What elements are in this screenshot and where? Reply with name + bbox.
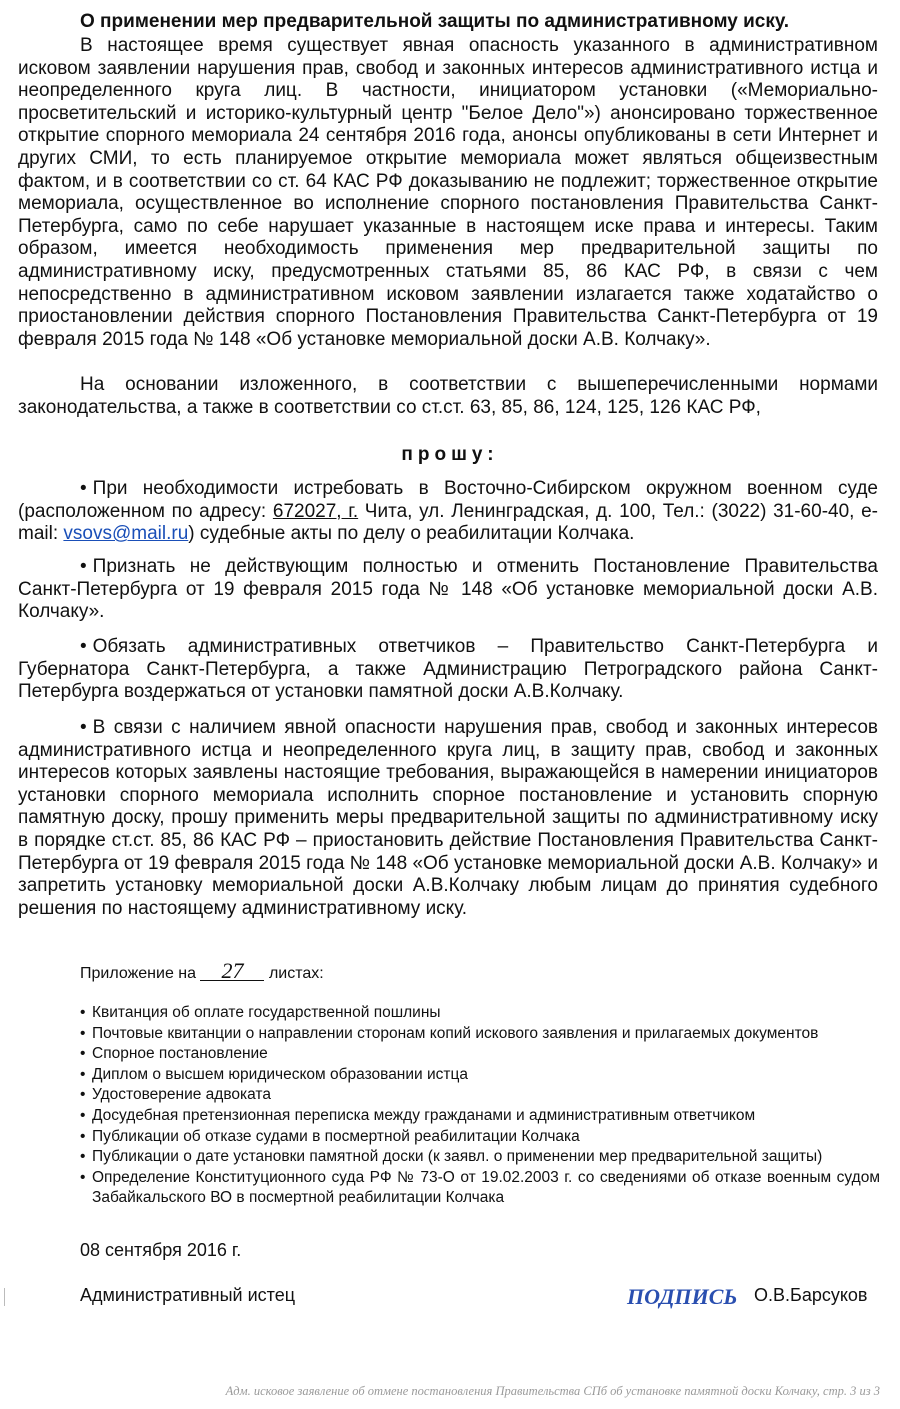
page-footer: Адм. исковое заявление об отмене постановления Правительства СПб об установке памятной доски Колчаку, стр. 3 из 3 <box>225 1384 880 1398</box>
list-item: • Диплом о высшем юридическом образовании истца <box>80 1065 880 1086</box>
list-item: • Почтовые квитанции о направлении сторонам копий искового заявления и прилагаемых документов <box>80 1024 880 1045</box>
list-item: • Досудебная претензионная переписка между гражданами и административным ответчиком <box>80 1106 880 1127</box>
annex-pages-value: 27 <box>200 962 264 981</box>
signature-mark: ПОДПИСЬ <box>627 1284 738 1309</box>
list-item: • Спорное постановление <box>80 1044 880 1065</box>
annex-line: Приложение на 27 листах: <box>80 958 324 983</box>
attachments-list <box>80 1003 880 1209</box>
bullet-icon: • <box>80 717 87 738</box>
list-item: • Квитанция об оплате государственной пошлины <box>80 1003 880 1024</box>
list-item: • Определение Конституционного суда РФ № 73-О от 19.02.2003 г. со сведениями об отказе военным судом Забайкальского ВО в посмертной реабилитации Колчака <box>80 1168 880 1209</box>
request-2: • Признать не действующим полностью и отменить Постановление Правительства Санкт-Петербурга от 19 февраля 2015 года № 148 «Об установке мемориальной доски А.В. Колчаку». <box>18 556 878 623</box>
email-link[interactable]: vsovs@mail.ru <box>63 523 189 545</box>
section-title: О применении мер предварительной защиты по административному иску. <box>80 11 790 32</box>
bullet-icon: • <box>80 478 87 499</box>
request-1: • При необходимости истребовать в Восточно-Сибирском окружном военном суде (расположенном по адресу: 672027, г. Чита, ул. Ленинградская, д. 100, Тел.: (3022) 31-60-40, e-mail: vsovs@mail.ru) судебные акты по делу о реабилитации Колчака. <box>18 478 878 545</box>
margin-mark <box>4 1288 5 1306</box>
ask-heading: прошу: <box>401 444 499 465</box>
list-item: • Удостоверение адвоката <box>80 1085 880 1106</box>
request-4: • В связи с наличием явной опасности нарушения прав, свобод и законных интересов административного истца и неопределенного круга лиц, в защиту прав, свобод и законных интересов которых заявлены настоящие требования, выражающейся в намерении инициаторов установки спорного мемориала исполнить спорное постановление и установить спорную памятную доску, прошу применить меры предварительной защиты по административному иску в порядке ст.ст. 85, 86 КАС РФ – приостановить действие Постановления Правительства Санкт-Петербурга от 19 февраля 2015 года № 148 «Об установке мемориальной доски А.В. Колчаку» и запретить установку мемориальной доски А.В.Колчаку любым лицам до принятия судебного решения по настоящему административному иску. <box>18 717 878 919</box>
signer-name: О.В.Барсуков <box>754 1285 868 1305</box>
paragraph-1: В настоящее время существует явная опасность указанного в административном исковом заявлении нарушения прав, свобод и законных интересов административного истца и неопределенного круга лиц. В частности, инициатором установки («Мемориально-просветительский и историко-культурный центр "Белое Дело"») анонсировано торжественное открытие спорного мемориала 24 сентября 2016 года, анонсы опубликованы в сети Интернет и других СМИ, то есть планируемое открытие мемориала может являться общеизвестным фактом, и в соответствии со ст. 64 КАС РФ доказыванию не подлежит; торжественное открытие мемориала, осуществленное во исполнение спорного постановления Правительства Санкт-Петербурга, само по себе нарушает указанные в настоящем иске права и интересы. Таким образом, имеется необходимость применения мер предварительной защиты по административному иску, предусмотренных статьями 85, 86 КАС РФ, в связи с чем непосредственно в административном исковом заявлении излагается также ходатайство о приостановлении действия спорного Постановления Правительства Санкт-Петербурга от 19 февраля 2015 года № 148 «Об установке мемориальной доски А.В. Колчаку». <box>18 35 878 350</box>
bullet-icon: • <box>80 556 87 577</box>
list-item: • Публикации об отказе судами в посмертной реабилитации Колчака <box>80 1127 880 1148</box>
document-date: 08 сентября 2016 г. <box>80 1240 242 1260</box>
signer-role: Административный истец <box>80 1285 296 1305</box>
list-item: • Публикации о дате установки памятной доски (к заявл. о применении мер предварительной защиты) <box>80 1147 880 1168</box>
paragraph-2: На основании изложенного, в соответствии с вышеперечисленными нормами законодательства, а также в соответствии со ст.ст. 63, 85, 86, 124, 125, 126 КАС РФ, <box>18 374 878 418</box>
bullet-icon: • <box>80 636 87 657</box>
request-3: • Обязать административных ответчиков – Правительство Санкт-Петербурга и Губернатора Санкт-Петербурга, а также Администрацию Петроградского района Санкт-Петербурга воздержаться от установки памятной доски А.В.Колчаку. <box>18 636 878 703</box>
